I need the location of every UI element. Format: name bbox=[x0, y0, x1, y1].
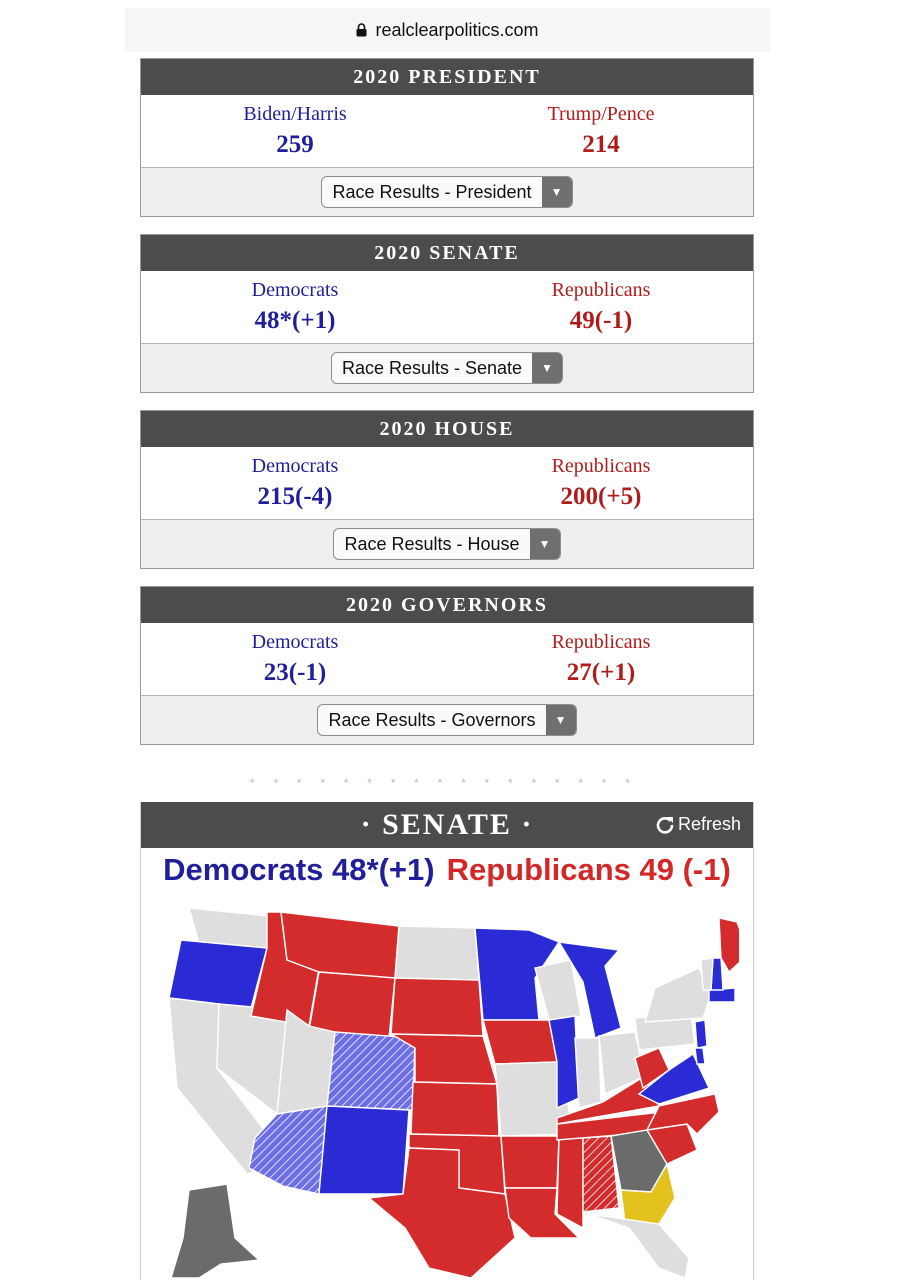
governors-panel bbox=[140, 586, 754, 745]
dem-tally: Democrats 48*(+1) bbox=[163, 852, 435, 887]
house-panel bbox=[140, 410, 754, 569]
chevron-down-icon: ▼ bbox=[542, 177, 572, 207]
senate-panel bbox=[140, 234, 754, 393]
address-bar[interactable] bbox=[125, 8, 770, 52]
senate-right-name: Republicans bbox=[551, 279, 651, 301]
house-select-label: Race Results - House bbox=[344, 533, 520, 554]
senate-tally bbox=[141, 852, 753, 888]
section-divider: * * * * * * * * * * * * * * * * * bbox=[250, 776, 630, 790]
governors-title: 2020 GOVERNORS bbox=[141, 587, 753, 623]
governors-left-value: 23(-1) bbox=[263, 659, 327, 686]
state-indiana[interactable] bbox=[575, 1038, 601, 1108]
house-right-value: 200(+5) bbox=[560, 483, 642, 510]
lock-icon bbox=[356, 23, 367, 37]
refresh-icon bbox=[655, 815, 675, 835]
president-left-name: Biden/Harris bbox=[243, 103, 347, 125]
senate-title: 2020 SENATE bbox=[141, 235, 753, 271]
state-alaska[interactable] bbox=[171, 1184, 259, 1278]
house-title: 2020 HOUSE bbox=[141, 411, 753, 447]
state-delaware[interactable] bbox=[695, 1048, 705, 1064]
president-race-results-select[interactable] bbox=[321, 176, 572, 208]
senate-left-value: 48*(+1) bbox=[254, 307, 336, 334]
house-race-results-select[interactable] bbox=[333, 528, 560, 560]
state-new-mexico[interactable] bbox=[319, 1106, 409, 1194]
state-mississippi[interactable] bbox=[557, 1138, 583, 1228]
chevron-down-icon: ▼ bbox=[546, 705, 576, 735]
governors-right-value: 27(+1) bbox=[566, 659, 636, 686]
president-panel bbox=[140, 58, 754, 217]
state-oregon[interactable] bbox=[169, 940, 267, 1008]
state-florida[interactable] bbox=[589, 1214, 689, 1278]
state-arizona[interactable] bbox=[249, 1106, 327, 1194]
president-select-label: Race Results - President bbox=[332, 181, 532, 202]
state-arkansas[interactable] bbox=[501, 1136, 559, 1188]
governors-race-results-select[interactable] bbox=[317, 704, 576, 736]
rep-tally: Republicans 49 (-1) bbox=[446, 852, 731, 887]
house-left-name: Democrats bbox=[251, 455, 339, 477]
state-iowa[interactable] bbox=[483, 1020, 557, 1064]
state-south-dakota[interactable] bbox=[391, 978, 483, 1036]
us-senate-map[interactable] bbox=[159, 898, 739, 1278]
refresh-label: Refresh bbox=[677, 814, 741, 834]
url-text: realclearpolitics.com bbox=[375, 19, 539, 40]
senate-race-results-select[interactable] bbox=[331, 352, 563, 384]
governors-right-name: Republicans bbox=[551, 631, 651, 653]
president-title: 2020 PRESIDENT bbox=[141, 59, 753, 95]
state-kansas[interactable] bbox=[411, 1082, 499, 1136]
state-wyoming[interactable] bbox=[309, 972, 395, 1038]
state-new-york[interactable] bbox=[645, 968, 711, 1022]
senate-right-value: 49(-1) bbox=[569, 307, 633, 334]
state-wisconsin[interactable] bbox=[535, 960, 581, 1020]
governors-select-label: Race Results - Governors bbox=[328, 709, 536, 730]
state-north-dakota[interactable] bbox=[395, 926, 479, 980]
state-vermont[interactable] bbox=[701, 958, 713, 990]
president-right-value: 214 bbox=[582, 131, 620, 158]
governors-left-name: Democrats bbox=[251, 631, 339, 653]
house-right-name: Republicans bbox=[551, 455, 651, 477]
president-right-name: Trump/Pence bbox=[547, 103, 655, 125]
state-new-jersey[interactable] bbox=[695, 1020, 707, 1048]
house-left-value: 215(-4) bbox=[257, 483, 333, 510]
senate-map-card bbox=[140, 802, 754, 1280]
senate-left-name: Democrats bbox=[251, 279, 339, 301]
refresh-button[interactable] bbox=[655, 814, 741, 835]
chevron-down-icon: ▼ bbox=[530, 529, 560, 559]
senate-select-label: Race Results - Senate bbox=[341, 357, 523, 378]
president-left-value: 259 bbox=[276, 131, 314, 158]
state-colorado[interactable] bbox=[327, 1032, 415, 1110]
chevron-down-icon: ▼ bbox=[532, 353, 562, 383]
senate-map-title: · SENATE · bbox=[360, 808, 534, 841]
